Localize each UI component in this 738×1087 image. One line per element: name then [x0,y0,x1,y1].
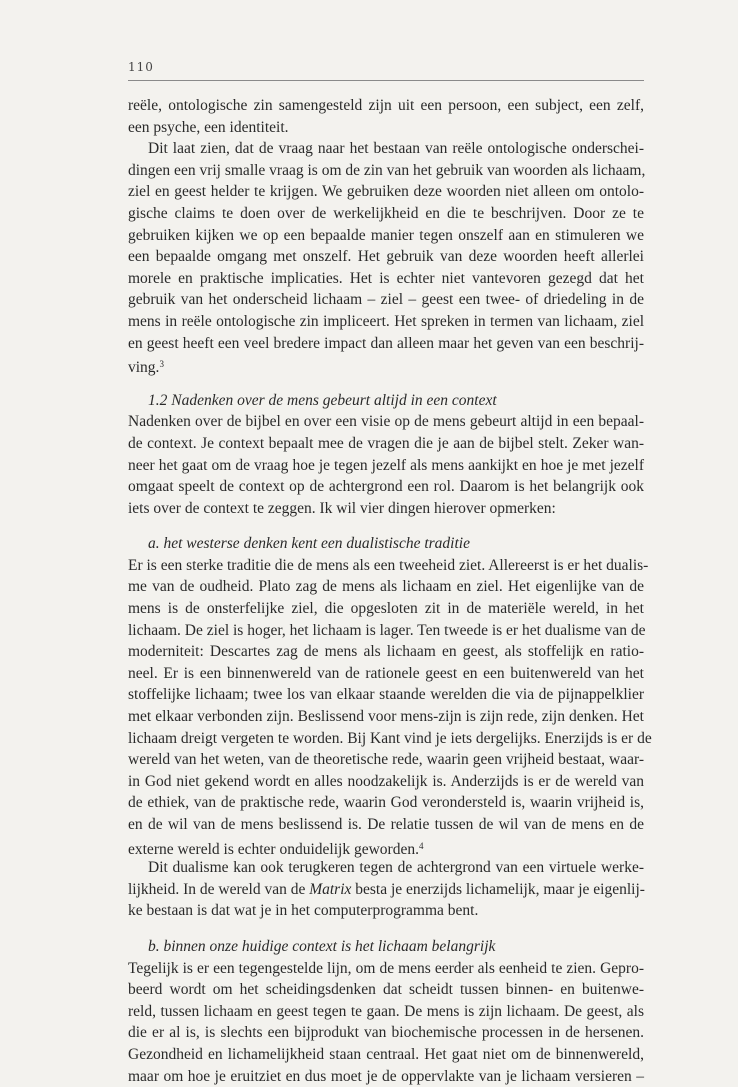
text-line: iets over de context te zeggen. Ik wil vier dingen hierover opmerken: [128,499,556,517]
paragraph [128,411,644,519]
text-line: Gezondheid en lichamelijkheid staan centraal. Het gaat niet om de binnenwereld, [128,1045,644,1063]
page-number: 110 [128,60,154,74]
text-line: morele en praktische implicaties. Het is echter niet vantevoren gezegd dat het [128,269,644,287]
section-gap [128,376,644,390]
section-heading: a. het westerse denken kent een dualistische traditie [148,535,470,553]
text-line: en de wil van de mens beslissend is. De relatie tussen de wil van de mens en de [128,816,644,833]
paragraph [128,857,644,922]
text-line: een bepaalde omgang met onszelf. Het gebruik van deze woorden heeft allerlei [128,248,644,266]
section-heading: b. binnen onze huidige context is het lichaam belangrijk [148,937,496,955]
text-line: ziel en geest helder te krijgen. We gebruiken deze woorden niet alleen om ontolo- [128,183,644,201]
body-text [128,95,652,1087]
italic-title: Matrix [309,880,352,898]
text-line: maar om hoe je eruitziet en dus moet je de oppervlakte van je lichaam versieren – [128,1067,644,1085]
text-line: in God niet gekend wordt en alles noodzakelijk is. Anderzijds is er de wereld van [128,772,644,790]
text-line: ke bestaan is dat wat je in het computerprogramma bent. [128,902,479,920]
text-line: mens in reële ontologische zin impliceert. Het spreken in termen van lichaam, ziel [128,312,644,330]
text-line: gebruiken kijken we op een bepaalde manier tegen onszelf aan en stimuleren we [128,226,644,244]
text-line: dingen een vrij smalle vraag is om de zin van het gebruik van woorden als lichaam, [128,161,646,179]
text-line: gebruik van het onderscheid lichaam – ziel – geest een twee- of driedeling in de [128,291,644,309]
footnote-marker[interactable]: 4 [418,840,424,851]
footnote-marker[interactable]: 3 [159,359,164,370]
paragraph [128,138,644,376]
text-line: ving.$^3$ [128,359,164,377]
text-line: neer het gaat om de vraag hoe je tegen jezelf als mens aankijkt en hoe je met jezelf [128,456,644,474]
text-line: en geest heeft een veel bredere impact dan alleen maar het geven van een beschrij- [128,334,644,352]
text-line: neel. Er is een binnenwereld van de rationele geest en een buitenwereld van het [128,664,644,682]
text-line: Er is een sterke traditie die de mens als een tweeheid ziet. Allereerst is er het dualis- [128,556,649,574]
text-line: mens is de onsterfelijke ziel, die opgesloten zit in de materiële wereld, in het [128,600,644,618]
text-line: lijkheid. In de wereld van de Matrix besta je enerzijds lichamelijk, maar je eigenlij- [128,880,645,898]
text-line: Dit dualisme kan ook terugkeren tegen de achtergrond van een virtuele werke- [148,859,644,877]
text-line: Tegelijk is er een tegengestelde lijn, om de mens eerder als eenheid te zien. Gepro- [128,959,644,977]
paragraph [128,555,652,858]
text-line: reële, ontologische zin samengesteld zijn uit een persoon, een subject, een zelf, [128,97,644,114]
text-line: lichaam. De ziel is hoger, het lichaam is lager. Ten tweede is er het dualisme van de [128,621,646,639]
section-heading: 1.2 Nadenken over de mens gebeurt altijd in een context [148,391,497,409]
text-line: stoffelijke lichaam; twee los van elkaar staande werelden die via de pijnappelklier [128,686,644,704]
section-gap [128,519,644,533]
text-line: die er al is, is slechts een bijprodukt van biochemische processen in de hersenen. [128,1024,644,1042]
text-line: de context. Je context bepaalt mee de vragen die je aan de bijbel stelt. Zeker wan- [128,434,644,452]
text-line: Nadenken over de bijbel en over een visie op de mens gebeurt altijd in een bepaal- [128,413,644,431]
text-line: de ethiek, van de praktische rede, waarin God verondersteld is, waarin vrijheid is, [128,794,644,812]
text-line: Dit laat zien, dat de vraag naar het bestaan van reële ontologische onderschei- [148,140,644,158]
text-line: moderniteit: Descartes zag de mens als lichaam en geest, als stoffelijk en ratio- [128,643,644,661]
text-line: een psyche, een identiteit. [128,118,289,136]
text-line: wereld van het weten, van de theoretische rede, waarin geen vrijheid bestaat, waar- [128,751,644,769]
text-line: externe wereld is echter onduidelijk geworden.$^4$ [128,840,424,858]
text-line: me van de oudheid. Plato zag de mens als lichaam en ziel. Het eigenlijke van de [128,578,644,596]
paragraph [128,95,644,138]
text-line: gische claims te doen over de werkelijkheid en die te beschrijven. Door ze te [128,204,644,222]
text-line: beerd wordt om het scheidingsdenken dat scheidt tussen binnen- en buitenwe- [128,981,644,999]
text-line: lichaam dreigt vergeten te worden. Bij Kant vind je iets dergelijks. Enerzijds is er de [128,729,652,747]
text-line: reld, tussen lichaam en geest tegen te gaan. De mens is zijn lichaam. De geest, als [128,1002,644,1020]
text-line: omgaat speelt de context op de achtergrond een rol. Daarom is het belangrijk ook [128,478,644,496]
section-gap [128,922,644,936]
header-rule [128,80,644,81]
text-line: met elkaar verbonden zijn. Beslissend voor mens-zijn is zijn rede, zijn denken. Het [128,708,644,726]
